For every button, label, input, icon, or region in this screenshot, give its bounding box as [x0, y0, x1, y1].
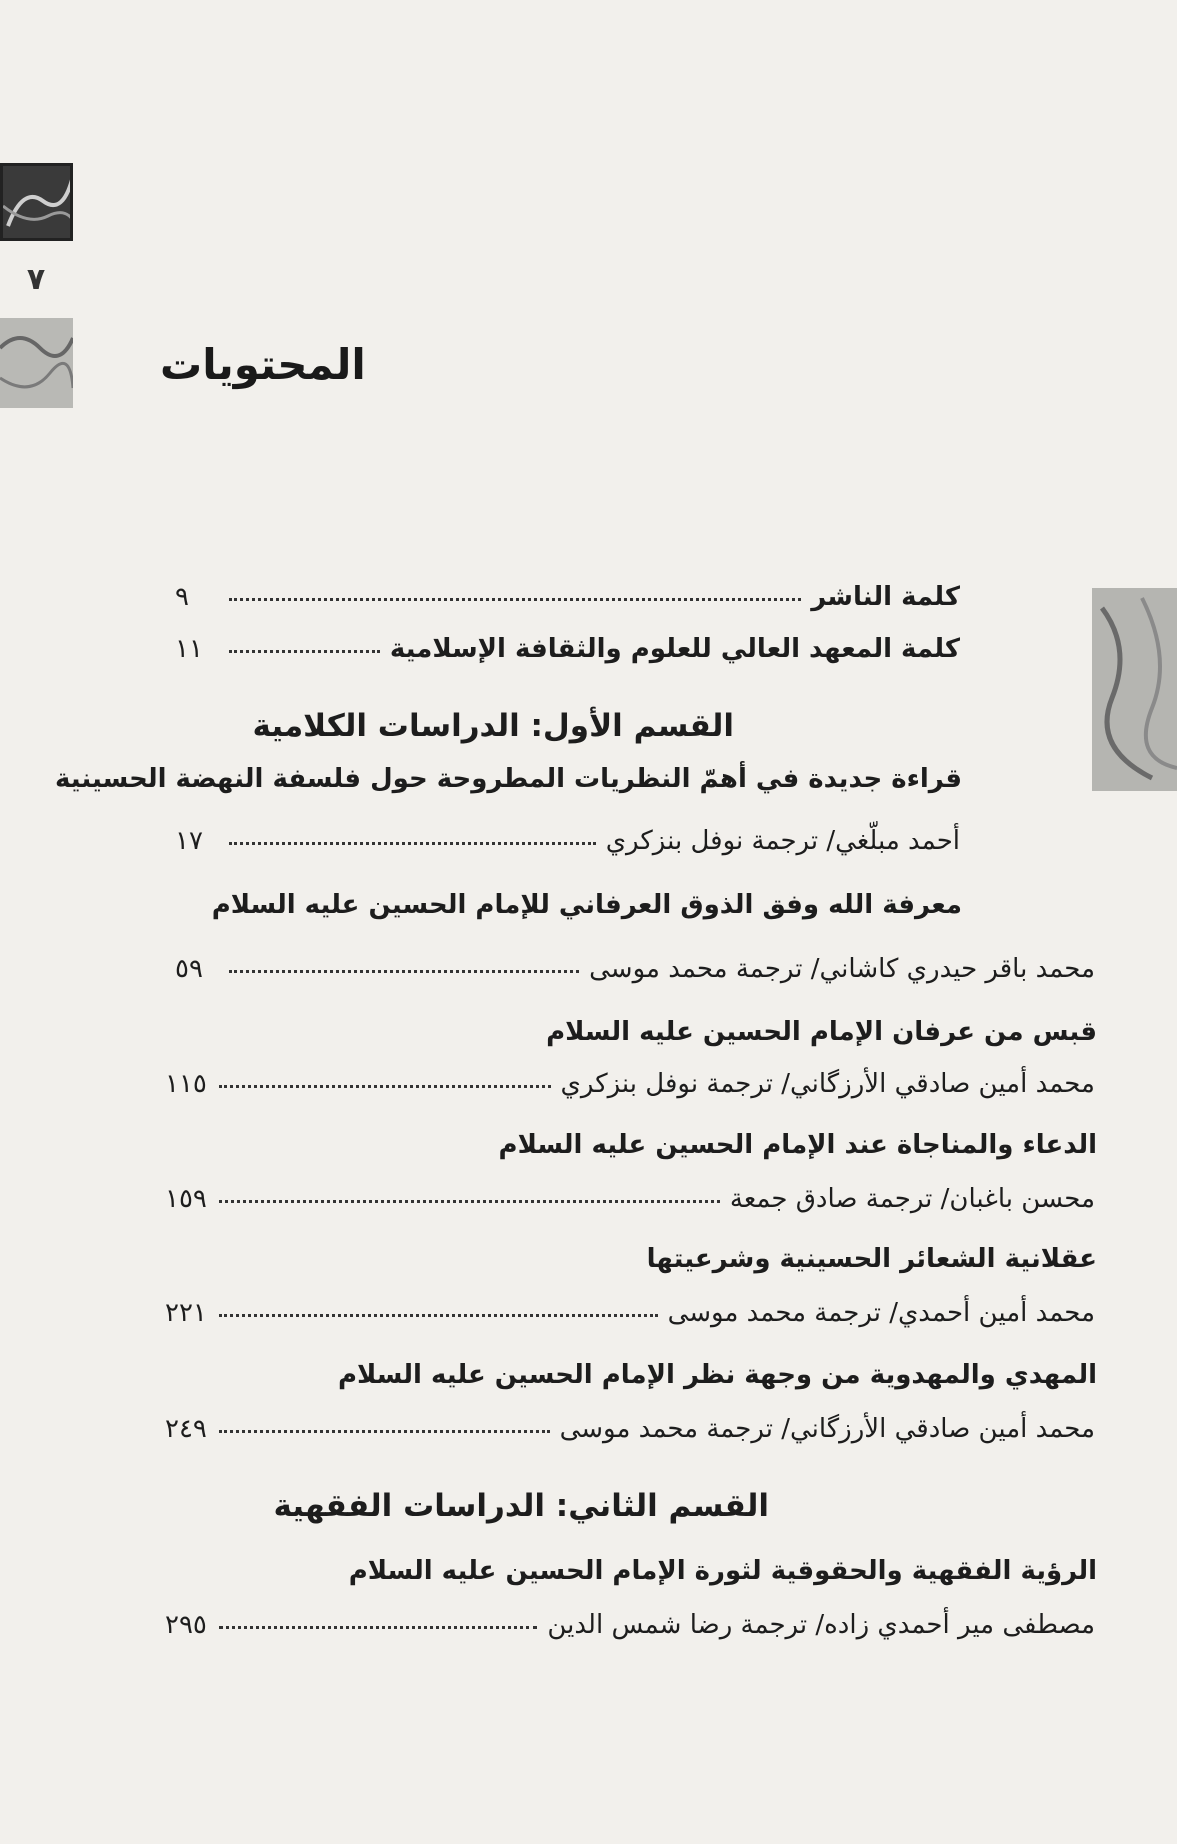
dot-leader [219, 1083, 551, 1088]
decorative-image [1092, 588, 1177, 791]
dot-leader [219, 1198, 720, 1203]
toc-entry[interactable] [165, 1414, 1095, 1445]
toc-page-number: ٢٤٩ [165, 1414, 207, 1444]
toc-page-number: ١٥٩ [165, 1184, 207, 1214]
dot-leader [219, 1428, 550, 1433]
dot-leader [229, 648, 380, 653]
decorative-image [0, 318, 73, 408]
toc-entry[interactable] [175, 954, 1095, 985]
byline: محمد أمين صادقي الأرزگاني/ ترجمة نوفل بنزكري [560, 1069, 1095, 1099]
toc-page-number: ١١٥ [165, 1069, 207, 1099]
article-title: قبس من عرفان الإمام الحسين عليه السلام [546, 1017, 1097, 1047]
byline: محمد أمين صادقي الأرزگاني/ ترجمة محمد موسى [559, 1414, 1095, 1444]
toc-page-number: ١١ [175, 634, 203, 664]
dot-leader [229, 968, 579, 973]
toc-page-number: ٢٢١ [165, 1298, 207, 1328]
section-heading: القسم الأول: الدراسات الكلامية [252, 708, 734, 744]
byline: محمد باقر حيدري كاشاني/ ترجمة محمد موسى [589, 954, 1095, 984]
chapter-thumb-tab-lower [0, 318, 73, 408]
toc-entry[interactable] [175, 826, 960, 857]
page-number: ٧ [26, 262, 46, 297]
toc-entry-title: كلمة المعهد العالي للعلوم والثقافة الإسلامية [389, 634, 960, 664]
byline: مصطفى مير أحمدي زاده/ ترجمة رضا شمس الدين [547, 1610, 1095, 1640]
toc-page-number: ٥٩ [175, 954, 203, 984]
toc-entry[interactable] [165, 1298, 1095, 1329]
article-title: عقلانية الشعائر الحسينية وشرعيتها [646, 1244, 1097, 1274]
section-heading: القسم الثاني: الدراسات الفقهية [273, 1488, 769, 1524]
dot-leader [229, 596, 801, 601]
article-title: المهدي والمهدوية من وجهة نظر الإمام الحسين عليه السلام [337, 1360, 1097, 1390]
toc-entry-institute[interactable] [175, 634, 960, 665]
toc-entry[interactable] [165, 1069, 1095, 1100]
byline: محمد أمين أحمدي/ ترجمة محمد موسى [667, 1298, 1095, 1328]
article-title: الدعاء والمناجاة عند الإمام الحسين عليه السلام [498, 1130, 1097, 1160]
toc-entry-title: كلمة الناشر [811, 582, 960, 612]
page-title: المحتويات [160, 340, 366, 389]
toc-entry[interactable] [165, 1184, 1095, 1215]
toc-page-number: ٢٩٥ [165, 1610, 207, 1640]
toc-entry[interactable] [165, 1610, 1095, 1641]
article-title: معرفة الله وفق الذوق العرفاني للإمام الحسين عليه السلام [211, 890, 962, 920]
byline: أحمد مبلّغي/ ترجمة نوفل بنزكري [605, 826, 960, 856]
article-title: الرؤية الفقهية والحقوقية لثورة الإمام الحسين عليه السلام [348, 1556, 1097, 1586]
dot-leader [219, 1624, 537, 1629]
right-thumb-tab [1092, 588, 1177, 791]
toc-page-number: ١٧ [175, 826, 203, 856]
byline: محسن باغبان/ ترجمة صادق جمعة [729, 1184, 1095, 1214]
chapter-thumb-tab [0, 163, 73, 241]
decorative-image [3, 166, 73, 241]
dot-leader [219, 1312, 658, 1317]
dot-leader [229, 840, 596, 845]
toc-entry-publisher[interactable] [175, 582, 960, 613]
article-title: قراءة جديدة في أهمّ النظريات المطروحة حول فلسفة النهضة الحسينية [55, 764, 962, 794]
toc-page-number: ٩ [175, 582, 189, 612]
